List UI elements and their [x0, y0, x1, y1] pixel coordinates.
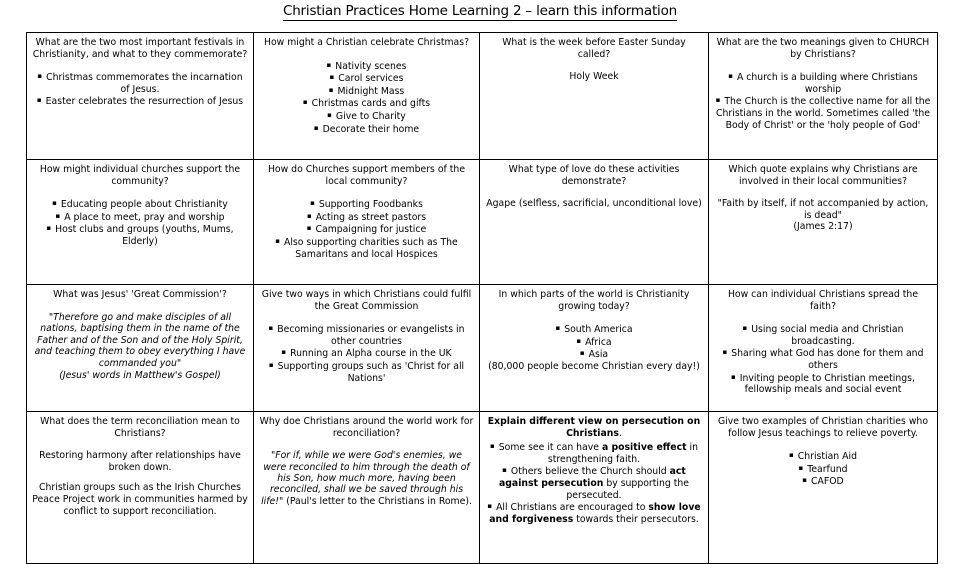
list-item [714, 463, 932, 476]
cell-question: How might individual churches support the community? [39, 164, 241, 187]
bullet-icon: ▪ [555, 324, 561, 333]
spacer [32, 189, 248, 198]
bullet-icon: ▪ [502, 466, 507, 475]
list-item-text: Using social media and Christian broadcasting. [751, 324, 904, 347]
spacer [32, 473, 248, 482]
list-item [714, 347, 932, 371]
bullet-icon: ▪ [722, 348, 728, 357]
list-item-text-a: Others believe the Church should [510, 466, 670, 478]
cell-question: What does the term reconciliation mean to Christians? [40, 416, 240, 439]
cell-r2c2 [254, 160, 480, 285]
bullet-icon: ▪ [731, 372, 736, 381]
list-item [485, 336, 703, 349]
list-item-text: CAFOD [811, 476, 844, 488]
list-item [32, 211, 248, 224]
spacer [714, 314, 932, 323]
bullet-icon: ▪ [310, 199, 315, 208]
list-item-text: Supporting groups such as 'Christ for all Nations' [277, 360, 465, 384]
list-item-text-emphasis: act against persecution [499, 466, 686, 489]
bullet-icon: ▪ [281, 348, 287, 357]
cell-r1c4 [709, 33, 938, 160]
list-item-text-c: towards their persecutors. [573, 513, 699, 525]
cell-r3c4 [709, 285, 938, 412]
cell-bullet-list [32, 71, 248, 108]
cell-question: In which parts of the world is Christianity growing today? [498, 289, 690, 312]
cell-bullet-list [259, 60, 474, 136]
spacer [32, 303, 248, 312]
cell-note: (80,000 people become Christian every day!) [488, 360, 700, 372]
list-item-text: Christian Aid [797, 451, 857, 463]
page-title [0, 3, 960, 19]
cell-quote-reference: (James 2:17) [793, 221, 853, 233]
bullet-icon: ▪ [715, 96, 721, 105]
spacer [714, 62, 932, 71]
list-item-text-a: Some see it can have [498, 442, 602, 454]
cell-r2c1 [27, 160, 254, 285]
list-item [259, 72, 474, 85]
list-item [485, 348, 703, 361]
list-item [714, 475, 932, 488]
cell-answer-secondary: Christian groups such as the Irish Churches Peace Project work in communities harmed by conflict to support reconciliation. [32, 482, 248, 517]
bullet-icon: ▪ [576, 336, 582, 345]
bullet-icon: ▪ [490, 442, 495, 451]
cell-r3c3 [480, 285, 709, 412]
spacer [259, 441, 474, 450]
bullet-icon: ▪ [728, 72, 733, 81]
list-item-text: Decorate their home [322, 123, 420, 135]
cell-quote: "For if, while we were God's enemies, we were reconciled to him through the death of his Son, how much more, having been reconciled, shall we be saved through his life!" [261, 450, 470, 507]
cell-bullet-list [259, 323, 474, 384]
bullet-icon: ▪ [798, 463, 804, 472]
list-item-text: Acting as street pastors [315, 211, 427, 223]
list-item-text: Tearfund [807, 463, 848, 475]
cell-r4c2 [254, 412, 480, 564]
list-item-text: Host clubs and groups (youths, Mums, Elderly) [55, 224, 234, 247]
list-item [259, 223, 474, 236]
list-item [485, 323, 703, 336]
list-item-text: Easter celebrates the resurrection of Jesus [45, 96, 244, 108]
cell-bullet-list [32, 198, 248, 247]
list-item-text: Nativity scenes [335, 60, 407, 72]
cell-question: What type of love do these activities demonstrate? [508, 164, 680, 187]
cell-heading [485, 416, 703, 439]
list-item-text: Supporting Foodbanks [318, 199, 423, 211]
cell-r1c3 [480, 33, 709, 160]
cell-question: How can individual Christians spread the faith? [727, 289, 919, 312]
list-item-text: Asia [588, 349, 609, 361]
spacer [32, 62, 248, 71]
list-item-text-c: in strengthening faith. [547, 442, 698, 465]
cell-r1c2 [254, 33, 480, 160]
list-item [259, 85, 474, 98]
table-row [27, 412, 938, 564]
table-row [27, 285, 938, 412]
cell-quote-block [259, 450, 474, 507]
cell-question: Give two ways in which Christians could fulfil the Great Commission [261, 289, 472, 312]
bullet-icon: ▪ [579, 349, 585, 358]
spacer [485, 62, 703, 71]
cell-question: Which quote explains why Christians are involved in their local communities? [728, 164, 918, 187]
list-item [714, 372, 932, 396]
list-item-text-emphasis: a positive effect [601, 442, 687, 454]
list-item [714, 450, 932, 463]
spacer [259, 314, 474, 323]
cell-answer-primary: Restoring harmony after relationships have broken down. [39, 450, 241, 473]
list-item-text: Running an Alpha course in the UK [290, 348, 452, 360]
list-item-text: Campaigning for justice [315, 224, 427, 236]
list-item [32, 223, 248, 247]
cell-bullet-list [485, 441, 703, 525]
cell-question: Give two examples of Christian charities who follow Jesus teachings to relieve poverty. [717, 416, 929, 439]
cell-question: What was Jesus' 'Great Commission'? [53, 289, 227, 300]
bullet-icon: ▪ [55, 211, 61, 220]
cell-answer: Holy Week [569, 71, 619, 83]
bullet-icon: ▪ [306, 224, 312, 233]
cell-question: What are the two most important festivals in Christianity, and what to they commemorate? [32, 37, 248, 60]
list-item-text: Christmas cards and gifts [311, 98, 431, 110]
bullet-icon: ▪ [326, 60, 332, 69]
bullet-icon: ▪ [268, 324, 274, 333]
spacer [259, 189, 474, 198]
list-item-text: Educating people about Christianity [60, 199, 228, 211]
cell-bullet-list [714, 323, 932, 396]
cell-r4c3 [480, 412, 709, 564]
cell-bullet-list [714, 71, 932, 131]
table-row [27, 160, 938, 285]
spacer [485, 314, 703, 323]
bullet-icon: ▪ [306, 211, 312, 220]
table-row [27, 33, 938, 160]
bullet-icon: ▪ [313, 123, 319, 132]
cell-heading-bold: Explain different view on persecution on Christians [487, 416, 701, 439]
bullet-icon: ▪ [802, 476, 808, 485]
list-item-text: Sharing what God has done for them and others [731, 348, 924, 371]
bullet-icon: ▪ [302, 98, 308, 107]
bullet-icon: ▪ [329, 73, 335, 82]
cell-quote-reference: (Paul's letter to the Christians in Rome). [286, 495, 472, 507]
spacer [259, 51, 474, 60]
cell-quote: "Faith by itself, if not accompanied by action, is dead" [717, 198, 929, 221]
cell-r3c2 [254, 285, 480, 412]
list-item-text: A church is a building where Christians worship [736, 72, 918, 95]
list-item-text: Inviting people to Christian meetings, fellowship meals and social event [739, 372, 915, 396]
list-item-text: Carol services [338, 73, 404, 85]
list-item-text: South America [564, 324, 633, 336]
list-item [259, 211, 474, 224]
list-item [259, 123, 474, 136]
list-item [259, 110, 474, 123]
list-item [714, 71, 932, 95]
cell-r4c4 [709, 412, 938, 564]
list-item-text: The Church is the collective name for all the Christians in the world. Sometimes called 'the Body of Christ' or the 'holy people of God' [716, 96, 931, 131]
list-item-text: Becoming missionaries or evangelists in other countries [277, 324, 465, 347]
cell-quote-reference: (Jesus' words in Matthew's Gospel) [59, 369, 221, 381]
list-item-text-emphasis: show love and forgiveness [489, 502, 701, 525]
bullet-icon: ▪ [487, 502, 493, 511]
list-item-text: Africa [585, 336, 612, 348]
spacer [714, 441, 932, 450]
cell-question: How might a Christian celebrate Christmas? [263, 37, 469, 48]
list-item [714, 95, 932, 131]
list-item [485, 441, 703, 465]
cell-heading-tail: . [618, 427, 622, 439]
list-item-text: A place to meet, pray and worship [64, 211, 225, 223]
cell-bullet-list [259, 198, 474, 260]
cell-bullet-list [714, 450, 932, 488]
list-item-text: Christmas commemorates the incarnation of Jesus. [46, 72, 243, 95]
bullet-icon: ▪ [37, 72, 43, 81]
bullet-icon: ▪ [46, 224, 52, 233]
list-item [259, 323, 474, 347]
bullet-icon: ▪ [275, 236, 280, 245]
spacer [32, 441, 248, 450]
cell-question: What are the two meanings given to CHURCH by Christians? [716, 37, 930, 60]
list-item [485, 465, 703, 501]
list-item-text: Midnight Mass [337, 85, 405, 97]
list-item [485, 501, 703, 525]
bullet-icon: ▪ [268, 360, 274, 369]
cell-question: How do Churches support members of the local community? [267, 164, 466, 187]
list-item-text: Give to Charity [335, 110, 406, 122]
bullet-icon: ▪ [52, 199, 57, 208]
list-item-text-c: by supporting the persecuted. [566, 477, 689, 501]
bullet-icon: ▪ [742, 324, 748, 333]
list-item [259, 347, 474, 360]
list-item [259, 97, 474, 110]
list-item [259, 236, 474, 260]
cell-r1c1 [27, 33, 254, 160]
cell-r2c4 [709, 160, 938, 285]
bullet-icon: ▪ [789, 451, 794, 460]
bullet-icon: ▪ [328, 85, 334, 94]
list-item [32, 95, 248, 108]
list-item [259, 60, 474, 73]
list-item [32, 198, 248, 211]
bullet-icon: ▪ [36, 96, 42, 105]
bullet-icon: ▪ [327, 110, 332, 119]
list-item-text: Also supporting charities such as The Samaritans and local Hospices [283, 236, 458, 260]
list-item-text-a: All Christians are encouraged to [496, 502, 649, 514]
revision-grid-table [26, 32, 938, 564]
cell-quote: "Therefore go and make disciples of all nations, baptising them in the name of the Father and of the Son and of the Holy Spirit, and teaching them to obey everything I have commanded you" [34, 311, 246, 369]
cell-r3c1 [27, 285, 254, 412]
list-item [259, 198, 474, 211]
cell-question: What is the week before Easter Sunday called? [502, 37, 686, 60]
cell-bullet-list [485, 323, 703, 361]
list-item [259, 360, 474, 384]
spacer [485, 189, 703, 198]
cell-question: Why doe Christians around the world work for reconciliation? [259, 416, 474, 439]
cell-r4c1 [27, 412, 254, 564]
cell-answer: Agape (selfless, sacrificial, unconditional love) [486, 198, 702, 210]
list-item [714, 323, 932, 347]
list-item [32, 71, 248, 95]
page-title-text: Christian Practices Home Learning 2 – learn this information [282, 3, 678, 19]
spacer [714, 189, 932, 198]
cell-r2c3 [480, 160, 709, 285]
